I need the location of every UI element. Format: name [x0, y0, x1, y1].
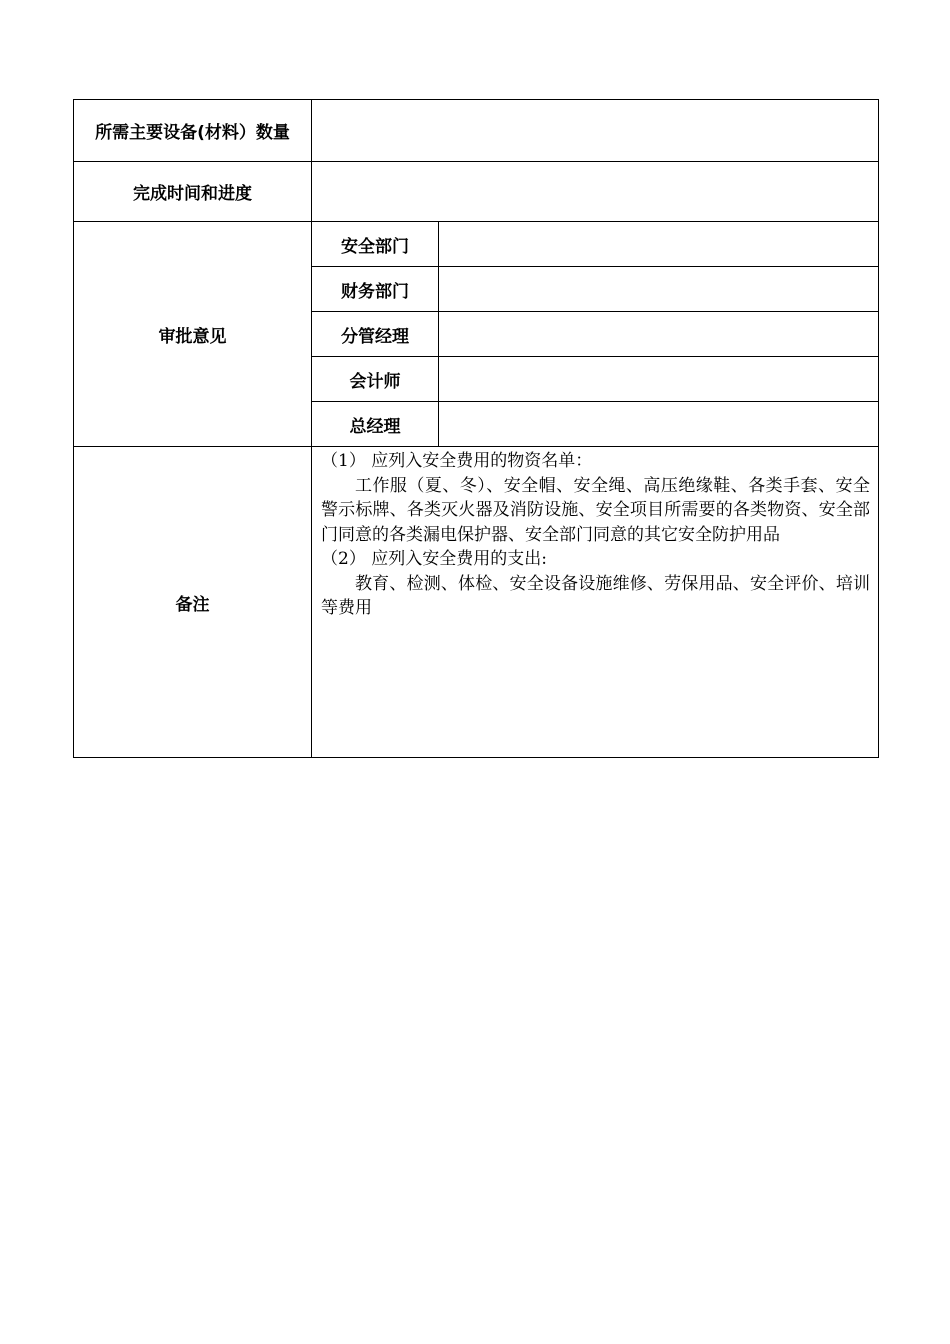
remarks-label: 备注 [74, 447, 312, 758]
safety-expense-form-table [73, 99, 879, 758]
equipment-label: 所需主要设备(材料）数量 [74, 100, 312, 162]
approver-value-safety-dept[interactable] [439, 222, 879, 267]
approver-label-finance-dept: 财务部门 [312, 267, 439, 312]
remarks-row [74, 447, 879, 758]
schedule-row [74, 162, 879, 222]
equipment-row [74, 100, 879, 162]
approver-label-accountant: 会计师 [312, 357, 439, 402]
approver-label-deputy-manager: 分管经理 [312, 312, 439, 357]
approval-row-safety [74, 222, 879, 267]
schedule-value-cell[interactable] [312, 162, 879, 222]
approver-value-deputy-manager[interactable] [439, 312, 879, 357]
remarks-item1-body: 工作服（夏、冬）、安全帽、安全绳、高压绝缘鞋、各类手套、安全警示标牌、各类灭火器及消防设施、安全项目所需要的各类物资、安全部门同意的各类漏电保护器、安全部门同意的其它安全防护用品 [321, 475, 870, 545]
approver-value-general-manager[interactable] [439, 402, 879, 447]
equipment-value-cell[interactable] [312, 100, 879, 162]
remarks-item2-heading: （2） 应列入安全费用的支出: [321, 549, 547, 569]
schedule-label: 完成时间和进度 [74, 162, 312, 222]
approver-value-finance-dept[interactable] [439, 267, 879, 312]
approver-label-safety-dept: 安全部门 [312, 222, 439, 267]
remarks-item1-heading: （1） 应列入安全费用的物资名单： [321, 451, 593, 471]
approval-label: 审批意见 [74, 222, 312, 447]
approver-value-accountant[interactable] [439, 357, 879, 402]
approver-label-general-manager: 总经理 [312, 402, 439, 447]
remarks-item2-body: 教育、检测、体检、安全设备设施维修、劳保用品、安全评价、培训等费用 [321, 573, 870, 618]
remarks-content [312, 447, 879, 758]
